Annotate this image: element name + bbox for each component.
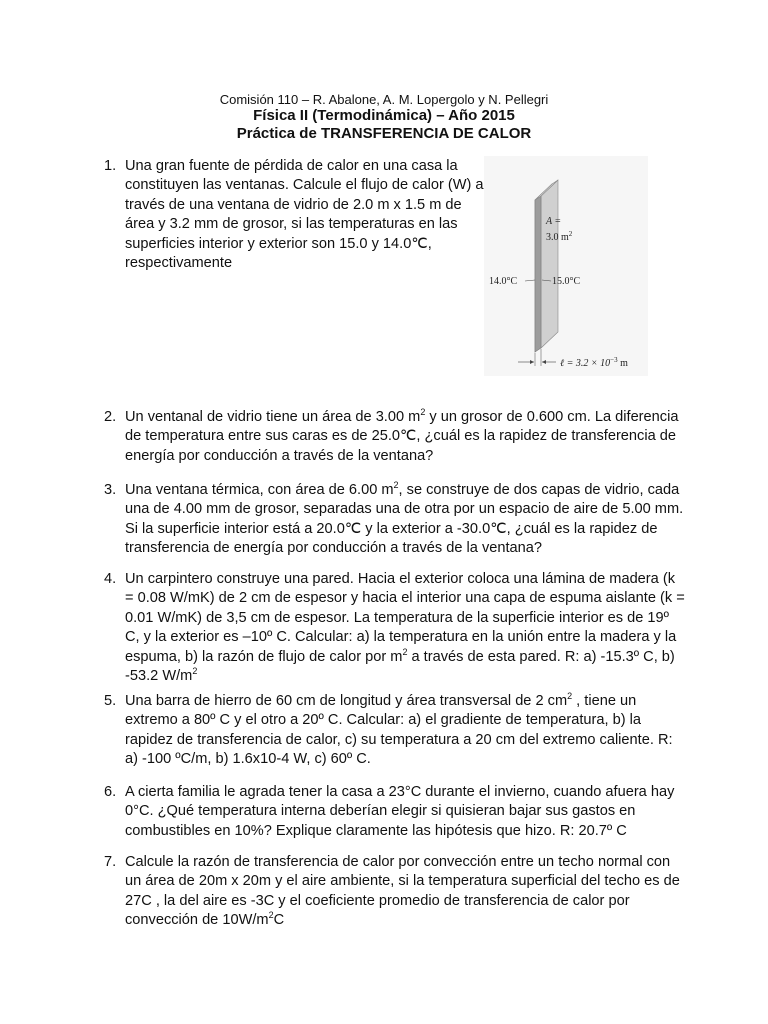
problem-text: Una ventana térmica, con área de 6.00 $m^2$, se construye de dos capas de vidrio, cada una de 4.00 mm de grosor, separadas una de otra por un espacio de aire de 5.00 mm. Si la superficie interior está a 20.0℃ y la exterior a -30.0℃, ¿cuál es la rapidez de transferencia de energía por conducción a través de la ventana?: [125, 480, 684, 557]
problem-number: 1.: [104, 158, 117, 174]
problem-text: Un ventanal de vidrio tiene un área de 3.00 $m^2$ y un grosor de 0.600 cm. La diferencia de temperatura entre sus caras es de 25.0℃, ¿cuál es la rapidez de transferencia de energía por conducción a través de la ventana?: [125, 407, 679, 464]
problem-number: 3.: [104, 482, 117, 498]
problem-text: A cierta familia le agrada tener la casa a 23°C durante el invierno, cuando afuera hay 0°C. ¿Qué temperatura interna deberían elegir si quisieran bajar sus gastos en combustibles en 10%? Explique claramente las hipótesis que hizo. R: 20.7º C: [125, 784, 675, 839]
problem-number: 4.: [104, 571, 117, 587]
problem-text: Un carpintero construye una pared. Hacia el exterior coloca una lámina de madera (k = 0.08 W/mK) de 2 cm de espesor y hacia el interior una capa de espuma aislante (k = 0.01 W/mK) de 3,5 cm de espesor. La temperatura de la superficie interior es de 19º C, y la exterior es –10º C. Calcular: a) la temperatura en la unión entre la madera y la espuma, b) la razón de flujo de calor por $m^2$ a través de esta pared. R: a) -15.3º C, b) -53.2 $W/m^2$: [125, 571, 685, 685]
slab-front-face: [541, 180, 558, 348]
glass-window-figure: [484, 156, 648, 376]
inside-temperature: 15.0°C: [552, 276, 581, 287]
problem-text: Una gran fuente de pérdida de calor en una casa la constituyen las ventanas. Calcule el flujo de calor (W) a través de una ventana de vidrio de 2.0 m x 1.5 m de área y 3.2 mm de grosor, si las temperaturas en las superficies interior y exterior son 15.0 y 14.0℃, respectivamente: [125, 158, 484, 272]
problem-number: 2.: [104, 409, 117, 425]
course-title: Física II (Termodinámica) – Año 2015: [253, 107, 515, 124]
problem-number: 5.: [104, 693, 117, 709]
area-label: A =: [546, 216, 562, 227]
outside-temperature: 14.0°C: [489, 276, 518, 287]
area-value: 3.0 $m^2$: [546, 230, 573, 243]
problem-text: Una barra de hierro de 60 cm de longitud y área transversal de 2 $cm^2$ , tiene un extremo a 80º C y el otro a 20º C. Calcular: a) el gradiente de temperatura, b) la rapidez de transferencia de calor, c) su temperatura a 20 cm del extremo caliente. R: a) -100 ºC/m, b) 1.6x10-4 W, c) 60º C.: [125, 691, 673, 768]
slab-edge: [535, 196, 541, 352]
problem-text: Calcule la razón de transferencia de calor por convección entre un techo normal con un área de 20m x 20m y el aire ambiente, si la temperatura superficial del techo es de 27C , la del aire es -3C y el coeficiente promedio de transferencia de calor por convección de $10W/m^2C$: [125, 854, 680, 929]
commission-line: Comisión 110 – R. Abalone, A. M. Lopergolo y N. Pellegri: [219, 92, 549, 107]
practice-title: Práctica de TRANSFERENCIA DE CALOR: [236, 125, 532, 142]
problem-number: 7.: [104, 854, 117, 870]
thickness-label: ℓ = $3.2 \times 10^{-3}$ m: [560, 356, 628, 369]
problem-number: 6.: [104, 784, 117, 800]
